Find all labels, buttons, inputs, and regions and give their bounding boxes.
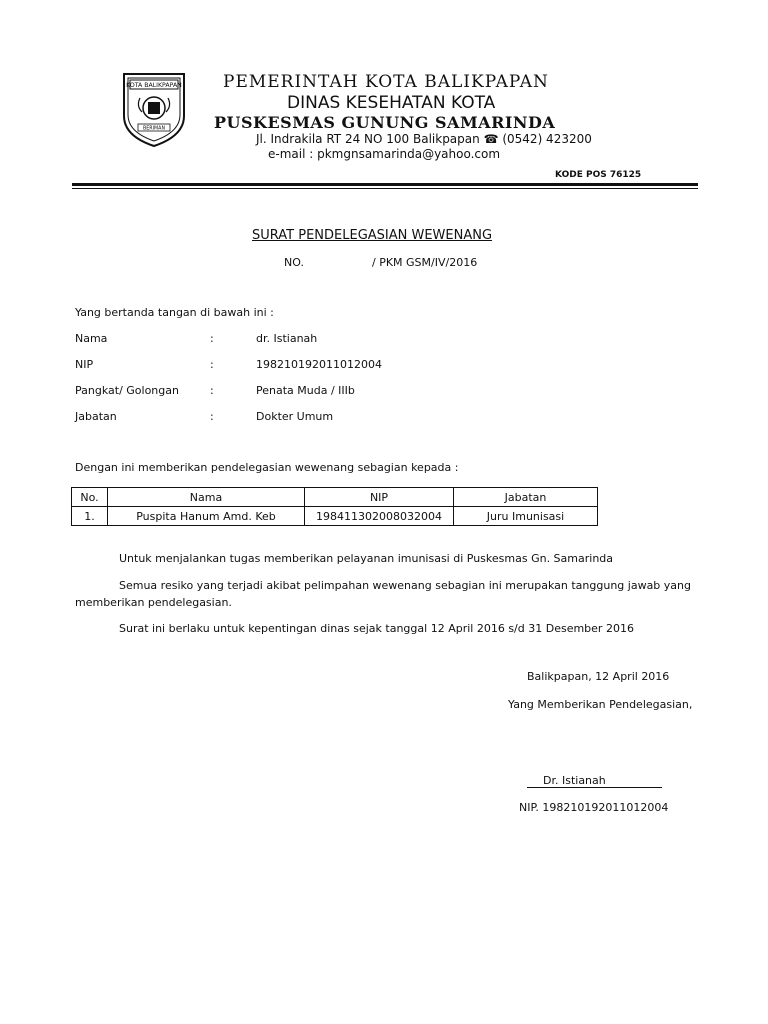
letter-number-value: / PKM GSM/IV/2016 [372,256,478,269]
letterhead-department: DINAS KESEHATAN KOTA [287,93,496,113]
phone-icon: ☎ [483,132,499,146]
signature-name: Dr. Istianah [543,774,606,787]
paragraph-purpose: Untuk menjalankan tugas memberikan pelayanan imunisasi di Puskesmas Gn. Samarinda [119,552,614,565]
letterhead-institution: PUSKESMAS GUNUNG SAMARINDA [214,113,556,132]
letter-number-label: NO. [284,256,304,269]
delegation-intro: Dengan ini memberikan pendelegasian wewenang sebagian kepada : [75,461,459,474]
field-label-nama: Nama [75,332,108,345]
paragraph-risk-line1: Semua resiko yang terjadi akibat pelimpahan wewenang sebagian ini merupakan tanggung jawab yang [119,579,691,592]
table-header-cell: No. [72,488,108,507]
logo-text-top: KOTA BALIKPAPAN [126,82,182,89]
field-colon: : [210,332,214,345]
phone-number: (0542) 423200 [502,132,592,146]
field-colon: : [210,358,214,371]
field-colon: : [210,384,214,397]
table-cell: 198411302008032004 [305,507,454,526]
field-value-nip: 198210192011012004 [256,358,382,371]
intro-text: Yang bertanda tangan di bawah ini : [75,306,274,319]
paragraph-risk-line2: memberikan pendelegasian. [75,596,232,609]
table-cell: 1. [72,507,108,526]
letterhead-government: PEMERINTAH KOTA BALIKPAPAN [223,72,549,92]
field-value-pangkat: Penata Muda / IIIb [256,384,355,397]
table-cell: Juru Imunisasi [454,507,598,526]
table-header-row [72,488,598,507]
delegation-table [71,487,598,526]
field-value-jabatan: Dokter Umum [256,410,334,423]
signature-role: Yang Memberikan Pendelegasian, [508,698,693,711]
table-cell: Puspita Hanum Amd. Keb [108,507,305,526]
letter-title: SURAT PENDELEGASIAN WEWENANG [252,228,493,243]
table-header-cell: Nama [108,488,305,507]
header-divider-thin [72,188,698,189]
field-value-nama: dr. Istianah [256,332,318,345]
field-label-pangkat: Pangkat/ Golongan [75,384,179,397]
address-text: Jl. Indrakila RT 24 NO 100 Balikpapan [256,132,480,146]
signature-place-date: Balikpapan, 12 April 2016 [527,670,670,683]
letterhead-address [256,132,592,146]
field-label-jabatan: Jabatan [75,410,117,423]
signature-nip: NIP. 198210192011012004 [519,801,669,814]
postal-code: KODE POS 76125 [555,170,642,180]
logo-text-bottom: BERIMAN [142,126,166,132]
field-label-nip: NIP [75,358,94,371]
header-divider-thick [72,183,698,186]
table-header-cell: Jabatan [454,488,598,507]
table-row [72,507,598,526]
field-colon: : [210,410,214,423]
table-header-cell: NIP [305,488,454,507]
city-logo [118,70,190,148]
paragraph-validity: Surat ini berlaku untuk kepentingan dinas sejak tanggal 12 April 2016 s/d 31 Desember 2016 [119,622,634,635]
letterhead-email: e-mail : pkmgnsamarinda@yahoo.com [268,147,501,161]
signature-underline [527,787,662,788]
